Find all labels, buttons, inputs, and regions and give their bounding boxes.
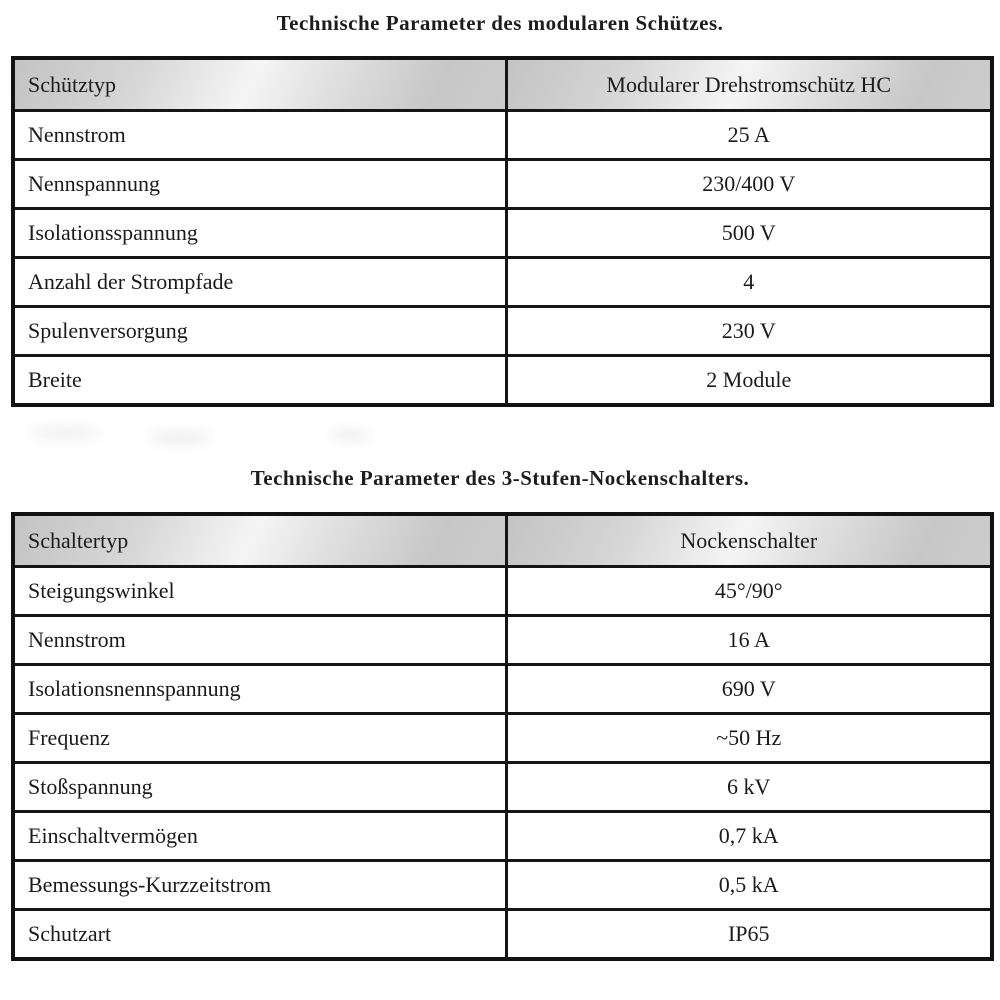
- param-label: Anzahl der Strompfade: [13, 258, 506, 307]
- table-row: [13, 111, 992, 160]
- table-row: [13, 812, 992, 861]
- table-row: [13, 307, 992, 356]
- table-header-row: [13, 58, 992, 111]
- param-value: ~50 Hz: [506, 714, 992, 763]
- param-value: IP65: [506, 910, 992, 960]
- param-value: 45°/90°: [506, 567, 992, 616]
- param-label: Nennspannung: [13, 160, 506, 209]
- param-label: Frequenz: [13, 714, 506, 763]
- table-header-row: [13, 514, 992, 567]
- param-value: 25 A: [506, 111, 992, 160]
- param-value: 6 kV: [506, 763, 992, 812]
- param-label: Nennstrom: [13, 111, 506, 160]
- scan-smudge: [150, 432, 210, 444]
- param-label: Isolationsspannung: [13, 209, 506, 258]
- param-label: Bemessungs-Kurzzeitstrom: [13, 861, 506, 910]
- param-value: 0,7 kA: [506, 812, 992, 861]
- param-value: 500 V: [506, 209, 992, 258]
- param-value: 0,5 kA: [506, 861, 992, 910]
- param-value: 4: [506, 258, 992, 307]
- table2-header-name: Nockenschalter: [506, 514, 992, 567]
- param-value: 230/400 V: [506, 160, 992, 209]
- param-value: 16 A: [506, 616, 992, 665]
- table-modular-contactor: [11, 56, 994, 407]
- table1-header-type: Schütztyp: [13, 58, 506, 111]
- table-row: [13, 160, 992, 209]
- table-row: [13, 258, 992, 307]
- table-row: [13, 763, 992, 812]
- param-value: 690 V: [506, 665, 992, 714]
- scan-smudge: [330, 430, 370, 440]
- param-label: Nennstrom: [13, 616, 506, 665]
- table-row: [13, 861, 992, 910]
- table-row: [13, 616, 992, 665]
- table-row: [13, 714, 992, 763]
- param-label: Stoßspannung: [13, 763, 506, 812]
- table1-title: Technische Parameter des modularen Schützes.: [276, 11, 724, 35]
- param-label: Isolationsnennspannung: [13, 665, 506, 714]
- table-row: [13, 567, 992, 616]
- table-row: [13, 910, 992, 960]
- table-cam-switch: [11, 512, 994, 961]
- table2-title: Technische Parameter des 3-Stufen-Nockenschalters.: [250, 466, 750, 490]
- param-label: Schutzart: [13, 910, 506, 960]
- table-row: [13, 665, 992, 714]
- param-value: 230 V: [506, 307, 992, 356]
- scan-smudge: [30, 428, 100, 438]
- table-row: [13, 209, 992, 258]
- param-label: Breite: [13, 356, 506, 406]
- param-label: Spulenversorgung: [13, 307, 506, 356]
- table1-header-name: Modularer Drehstromschütz HC: [506, 58, 992, 111]
- param-label: Steigungswinkel: [13, 567, 506, 616]
- table-row: [13, 356, 992, 406]
- param-label: Einschaltvermögen: [13, 812, 506, 861]
- param-value: 2 Module: [506, 356, 992, 406]
- table2-header-type: Schaltertyp: [13, 514, 506, 567]
